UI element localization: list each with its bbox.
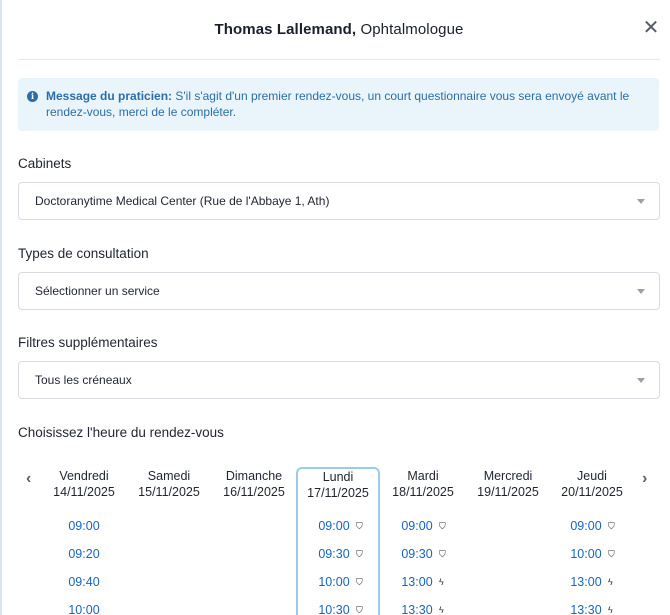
time-slot-label: 09:00 — [318, 519, 350, 533]
practitioner-message-label: Message du praticien: — [46, 89, 173, 103]
time-slot-label: 09:20 — [68, 547, 100, 561]
time-slot-button[interactable] — [298, 544, 382, 564]
day-name: Dimanche — [225, 469, 283, 483]
day-name: Lundi — [322, 470, 354, 484]
time-slot-button[interactable] — [381, 544, 465, 564]
cabinet-select[interactable] — [18, 182, 660, 220]
next-week-icon[interactable]: › — [642, 470, 648, 487]
time-slot-label: 09:30 — [318, 547, 350, 561]
modal-header — [18, 0, 660, 60]
practitioner-message-text: S'il s'agit d'un premier rendez-vous, un court questionnaire vous sera envoyé avant le rendez-vous, merci de le compléter. — [46, 89, 630, 119]
chevron-down-icon — [637, 199, 645, 204]
time-slot-button[interactable] — [381, 600, 465, 615]
time-slot-label: 09:00 — [570, 519, 602, 533]
shield-icon: ⛉ — [439, 549, 446, 559]
shield-icon: ⛉ — [608, 521, 615, 531]
day-column-jeudi — [550, 467, 634, 615]
day-column-samedi — [127, 467, 211, 615]
time-slot-button[interactable] — [42, 516, 126, 536]
bolt-icon: ϟ — [608, 577, 613, 587]
day-name: Vendredi — [59, 469, 109, 483]
time-slot-label: 10:00 — [68, 603, 100, 615]
doctor-name: Thomas Lallemand, — [214, 21, 357, 38]
shield-icon: ⛉ — [608, 549, 615, 559]
day-date: 15/11/2025 — [138, 485, 200, 499]
cabinets-label: Cabinets — [18, 156, 72, 171]
extra-filters-label: Filtres supplémentaires — [18, 335, 158, 350]
time-slot-button[interactable] — [42, 600, 126, 615]
day-column-mardi — [381, 467, 465, 615]
day-date: 17/11/2025 — [307, 486, 369, 500]
time-slot-button[interactable] — [298, 516, 382, 536]
consultation-type-select[interactable] — [18, 272, 660, 310]
previous-week-icon[interactable]: ‹ — [26, 470, 32, 487]
day-date: 16/11/2025 — [223, 485, 285, 499]
practitioner-message — [18, 78, 659, 131]
time-slot-label: 10:00 — [570, 547, 602, 561]
day-date: 18/11/2025 — [392, 485, 454, 499]
day-date: 19/11/2025 — [477, 485, 539, 499]
time-slot-label: 10:00 — [318, 575, 350, 589]
time-slot-button[interactable] — [550, 572, 634, 592]
shield-icon: ⛉ — [356, 521, 363, 531]
time-slot-button[interactable] — [381, 572, 465, 592]
day-name: Mardi — [407, 469, 439, 483]
day-column-lundi — [296, 467, 380, 615]
time-slot-label: 09:40 — [68, 575, 100, 589]
extra-filters-select-value: Tous les créneaux — [35, 373, 132, 387]
shield-icon: ⛉ — [356, 605, 363, 615]
day-column-dimanche — [212, 467, 296, 615]
time-slot-label: 13:30 — [570, 603, 602, 615]
time-slot-label: 09:00 — [401, 519, 433, 533]
consultation-type-label: Types de consultation — [18, 246, 149, 261]
time-slot-button[interactable] — [550, 600, 634, 615]
time-slot-button[interactable] — [42, 572, 126, 592]
doctor-specialty: Ophtalmologue — [356, 21, 464, 38]
time-slot-button[interactable] — [42, 544, 126, 564]
close-icon[interactable]: ✕ — [642, 17, 660, 39]
shield-icon: ⛉ — [439, 521, 446, 531]
cabinet-select-value: Doctoranytime Medical Center (Rue de l'Abbaye 1, Ath) — [35, 194, 330, 208]
day-name: Jeudi — [577, 469, 607, 483]
time-slot-button[interactable] — [298, 572, 382, 592]
bolt-icon: ϟ — [608, 605, 613, 615]
consultation-type-select-value: Sélectionner un service — [35, 284, 160, 298]
day-date: 20/11/2025 — [561, 485, 623, 499]
chevron-down-icon — [637, 289, 645, 294]
extra-filters-select[interactable] — [18, 361, 660, 399]
time-slot-label: 09:00 — [68, 519, 100, 533]
day-column-vendredi — [42, 467, 126, 615]
bolt-icon: ϟ — [439, 605, 444, 615]
time-slot-label: 09:30 — [401, 547, 433, 561]
modal-title — [214, 21, 463, 38]
time-slot-button[interactable] — [550, 516, 634, 536]
time-slot-label: 13:00 — [401, 575, 433, 589]
day-name: Mercredi — [483, 469, 533, 483]
time-slot-button[interactable] — [298, 600, 382, 615]
day-column-mercredi — [466, 467, 550, 615]
day-name: Samedi — [147, 469, 191, 483]
info-icon: i — [27, 91, 38, 102]
day-date: 14/11/2025 — [53, 485, 115, 499]
time-slot-button[interactable] — [381, 516, 465, 536]
time-slot-label: 10:30 — [318, 603, 350, 615]
schedule-label: Choisissez l'heure du rendez-vous — [18, 425, 224, 440]
shield-icon: ⛉ — [356, 577, 363, 587]
shield-icon: ⛉ — [356, 549, 363, 559]
chevron-down-icon — [637, 378, 645, 383]
time-slot-button[interactable] — [550, 544, 634, 564]
bolt-icon: ϟ — [439, 577, 444, 587]
time-slot-label: 13:00 — [570, 575, 602, 589]
time-slot-label: 13:30 — [401, 603, 433, 615]
appointment-modal — [2, 0, 670, 615]
